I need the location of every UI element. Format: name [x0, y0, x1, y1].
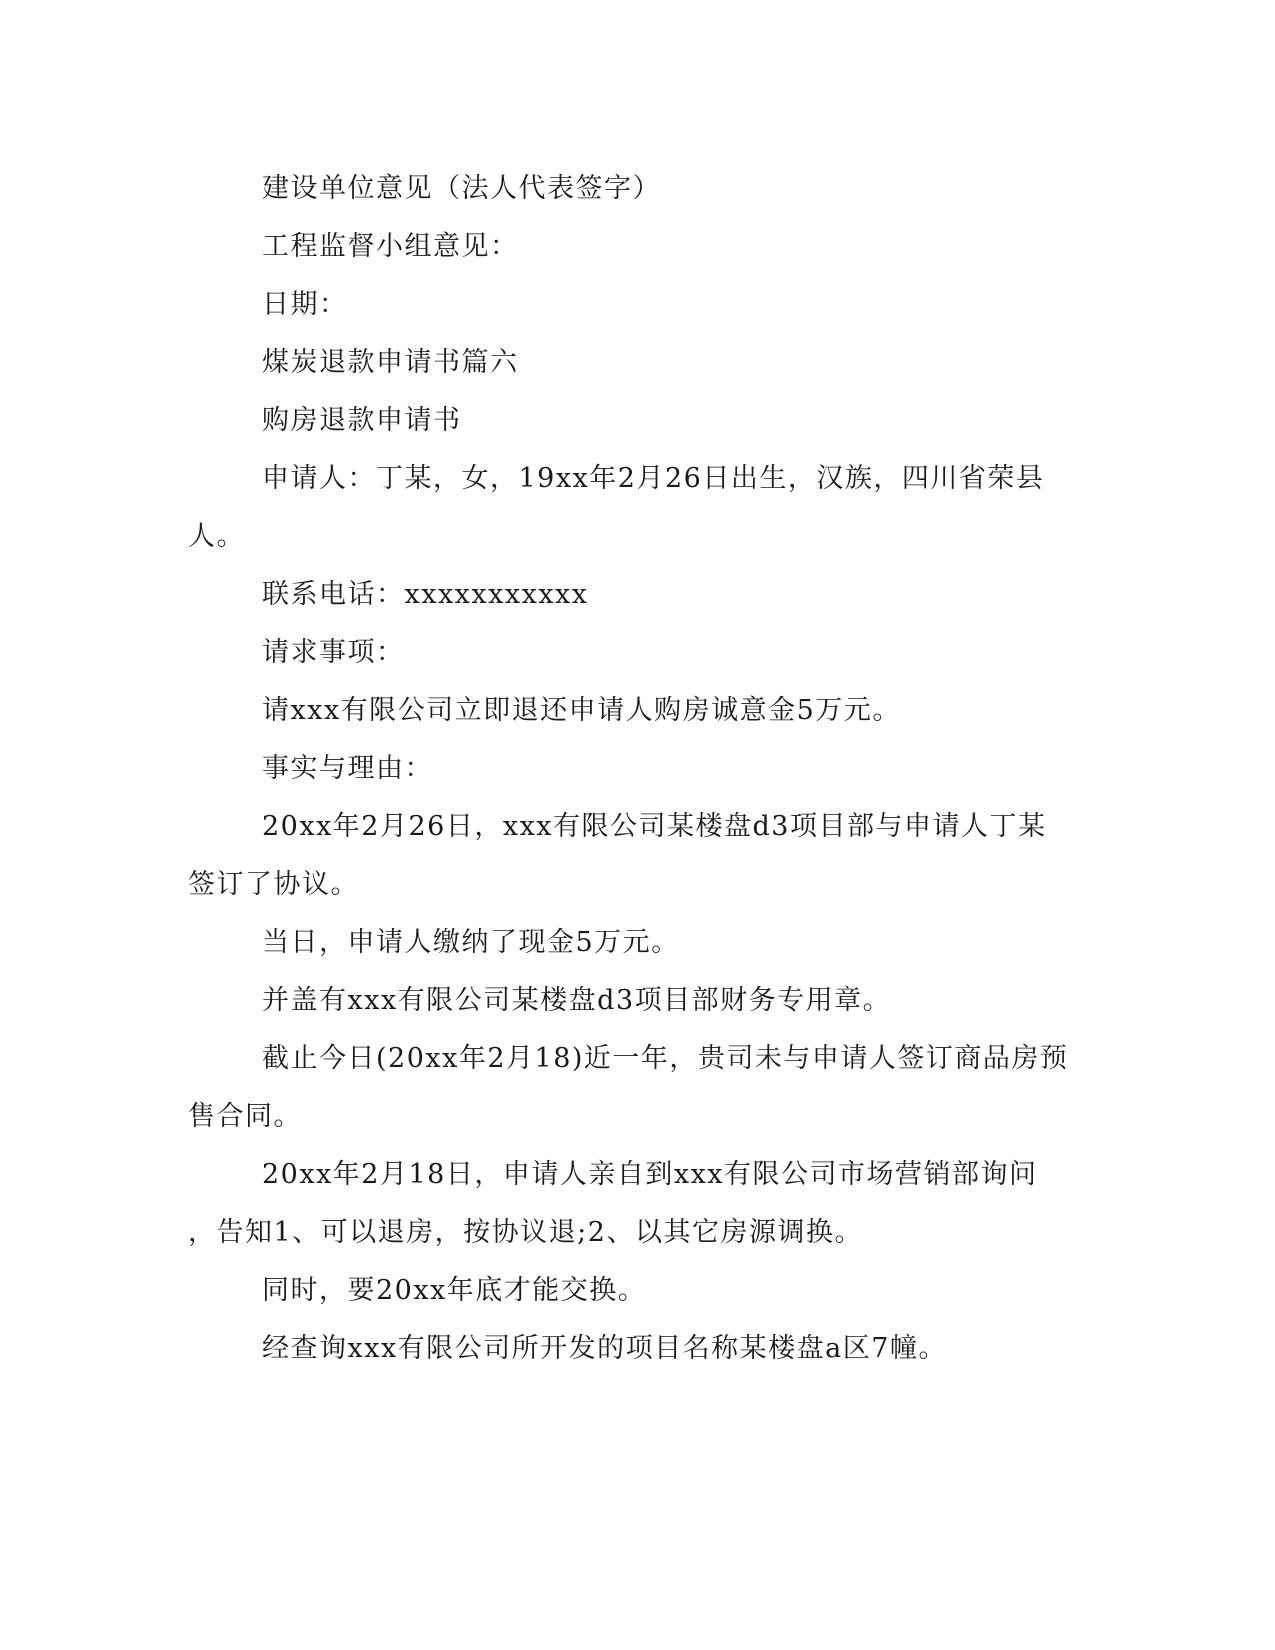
line-construction-unit-opinion: 建设单位意见（法人代表签字）	[262, 173, 661, 204]
document-title: 购房退款申请书	[262, 405, 462, 436]
line-fact-6: 同时，要20xx年底才能交换。	[262, 1275, 647, 1306]
line-facts-heading: 事实与理由：	[262, 753, 433, 784]
line-fact-5-cont: ，告知1、可以退房，按协议退;2、以其它房源调换。	[188, 1217, 863, 1248]
section-heading: 煤炭退款申请书篇六	[262, 347, 519, 378]
line-applicant: 申请人：丁某，女，19xx年2月26日出生，汉族，四川省荣县	[262, 463, 1045, 494]
line-applicant-cont: 人。	[188, 521, 245, 552]
line-phone: 联系电话：xxxxxxxxxxx	[262, 579, 589, 610]
line-request: 请xxx有限公司立即退还申请人购房诚意金5万元。	[262, 695, 901, 726]
line-fact-1-cont: 签订了协议。	[188, 869, 359, 900]
line-request-heading: 请求事项：	[262, 637, 405, 668]
line-fact-2: 当日，申请人缴纳了现金5万元。	[262, 927, 680, 958]
line-fact-3: 并盖有xxx有限公司某楼盘d3项目部财务专用章。	[262, 985, 892, 1016]
line-fact-5: 20xx年2月18日，申请人亲自到xxx有限公司市场营销部询问	[262, 1159, 1038, 1190]
line-fact-1: 20xx年2月26日，xxx有限公司某楼盘d3项目部与申请人丁某	[262, 811, 1047, 842]
line-fact-7: 经查询xxx有限公司所开发的项目名称某楼盘a区7幢。	[262, 1333, 947, 1364]
line-fact-4-cont: 售合同。	[188, 1101, 302, 1132]
line-supervision-group-opinion: 工程监督小组意见：	[262, 231, 519, 262]
line-date: 日期：	[262, 289, 348, 320]
line-fact-4: 截止今日(20xx年2月18)近一年，贵司未与申请人签订商品房预	[262, 1043, 1069, 1074]
